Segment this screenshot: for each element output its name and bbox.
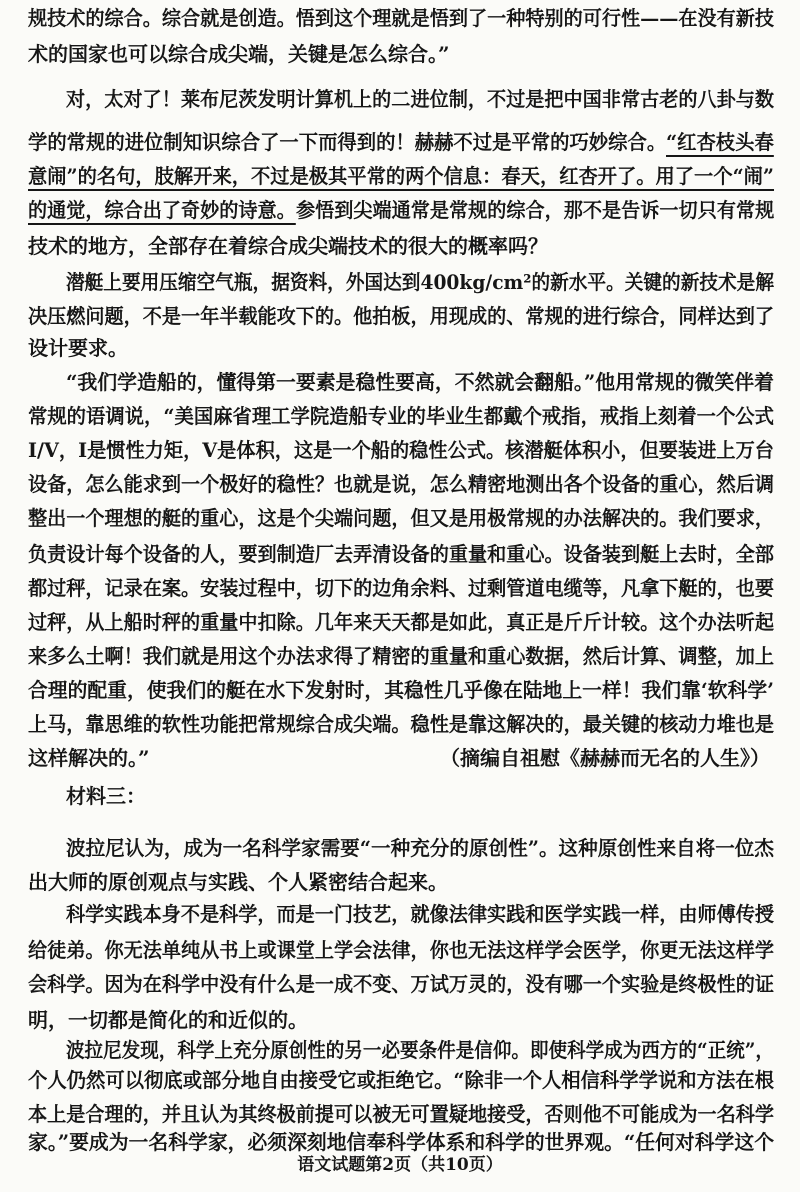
line-text: 都过秤，记录在案。安装过程中，切下的边角余料、过剩管道电缆等，凡拿下艇的，也要 <box>28 576 774 600</box>
line-text: 本上是合理的，并且认为其终极前提可以被无可置疑地接受，否则他不可能成为一名科学 <box>28 1102 774 1126</box>
line-text: 波拉尼认为，成为一名科学家需要“一种充分的原创性”。这种原创性来自将一位杰 <box>66 836 774 860</box>
line-text: 出大师的原创观点与实践、个人紧密结合起来。 <box>28 870 448 894</box>
line-text: 规技术的综合。综合就是创造。悟到这个理就是悟到了一种特别的可行性——在没有新技 <box>28 6 774 30</box>
line-text: 会科学。因为在科学中没有什么是一成不变、万试万灵的，没有哪一个实验是终极性的证 <box>28 972 774 996</box>
line-text: 潜艇上要用压缩空气瓶，据资料，外国达到400kg/cm²的新水平。关键的新技术是解 <box>66 270 774 294</box>
line-text: 技术的地方，全部存在着综合成尖端技术的很大的概率吗？ <box>28 234 548 258</box>
underlined-text: 的通觉，综合出了奇妙的诗意。 <box>28 198 296 222</box>
line-text: I/V，I是惯性力矩，V是体积，这是一个船的稳性公式。核潜艇体积小，但要装进上万台 <box>28 438 774 462</box>
paragraph-line <box>0 264 800 300</box>
paragraph-line <box>0 1062 800 1098</box>
underlined-text: “红杏枝头春 <box>666 130 774 154</box>
paragraph-line <box>0 330 800 366</box>
paragraph-line <box>0 536 800 572</box>
paragraph-line <box>0 500 800 536</box>
paragraph-line <box>0 638 800 674</box>
paragraph-line <box>0 432 800 468</box>
line-text: 这样解决的。” <box>28 746 150 770</box>
paragraph-line <box>0 706 800 742</box>
paragraph-line <box>0 740 800 776</box>
paragraph-line <box>0 466 800 502</box>
source-citation: （摘编自祖慰《赫赫而无名的人生》） <box>440 746 770 770</box>
line-text: 学的常规的进位制知识综合了一下而得到的！赫赫不过是平常的巧妙综合。 <box>28 130 667 154</box>
paragraph-line <box>0 672 800 708</box>
paragraph-line <box>0 192 800 228</box>
line-text: 科学实践本身不是科学，而是一门技艺，就像法律实践和医学实践一样，由师傅传授 <box>66 902 775 926</box>
line-text: “我们学造船的，懂得第一要素是稳性要高，不然就会翻船。”他用常规的微笑伴着 <box>66 370 775 394</box>
underlined-text: 意闹”的名句，肢解开来，不过是极其平常的两个信息：春天，红杏开了。用了一个“闹” <box>28 164 775 188</box>
paragraph-line <box>0 932 800 968</box>
paragraph-line <box>0 364 800 400</box>
line-text: 合理的配重，使我们的艇在水下发射时，其稳性几乎像在陆地上一样！我们靠‘软科学’ <box>28 678 775 702</box>
line-text: 来多么土啊！我们就是用这个办法求得了精密的重量和重心数据，然后计算、调整，加上 <box>28 644 774 668</box>
line-text: 个人仍然可以彻底或部分地自由接受它或拒绝它。“除非一个人相信科学学说和方法在根 <box>28 1068 774 1092</box>
paragraph-line <box>0 228 800 264</box>
paragraph-line <box>0 896 800 932</box>
paragraph-line <box>0 570 800 606</box>
line-text: 家。”要成为一名科学家，必须深刻地信奉科学体系和科学的世界观。“任何对科学这个 <box>28 1130 775 1154</box>
line-text: 整出一个理想的艇的重心，这是个尖端问题，但又是用极常规的办法解决的。我们要求， <box>28 506 774 530</box>
paragraph-line <box>0 1124 800 1160</box>
line-text: 上马，靠思维的软性功能把常规综合成尖端。稳性是靠这解决的，最关键的核动力堆也是 <box>28 712 774 736</box>
paragraph-line <box>0 966 800 1002</box>
paragraph-line <box>0 0 800 36</box>
section-heading: 材料三： <box>66 784 146 808</box>
line-text: 波拉尼发现，科学上充分原创性的另一必要条件是信仰。即使科学成为西方的“正统”， <box>66 1038 775 1062</box>
paragraph-line <box>0 604 800 640</box>
line-text: 给徒弟。你无法单纯从书上或课堂上学会法律，你也无法这样学会医学，你更无法这样学 <box>28 938 774 962</box>
line-text: 对，太对了！莱布尼茨发明计算机上的二进位制，不过是把中国非常古老的八卦与数 <box>66 87 775 111</box>
paragraph-line <box>0 36 800 72</box>
page-footer: 语文试题第2页（共10页） <box>297 1155 503 1175</box>
line-text: 决压燃问题，不是一年半载能攻下的。他拍板，用现成的、常规的进行综合，同样达到了 <box>28 304 774 328</box>
line-text: 设备，怎么能求到一个极好的稳性？也就是说，怎么精密地测出各个设备的重心，然后调 <box>28 472 774 496</box>
line-text: 术的国家也可以综合成尖端，关键是怎么综合。” <box>28 42 450 66</box>
paragraph-line <box>0 864 800 900</box>
paragraph-line <box>0 398 800 434</box>
paragraph-line <box>0 298 800 334</box>
line-text: 设计要求。 <box>28 336 128 360</box>
paragraph-line <box>0 124 800 160</box>
line-text: 过秤，从上船时秤的重量中扣除。几年来天天都是如此，真正是斤斤计较。这个办法听起 <box>28 610 774 634</box>
paragraph-line <box>0 830 800 866</box>
line-text: 参悟到尖端通常是常规的综合，那不是告诉一切只有常规 <box>295 198 774 222</box>
line-text: 明，一切都是简化的和近似的。 <box>28 1008 308 1032</box>
line-text: 负责设计每个设备的人，要到制造厂去弄清设备的重量和重心。设备装到艇上去时，全部 <box>28 542 774 566</box>
paragraph-line <box>0 81 800 117</box>
paragraph-line <box>0 158 800 194</box>
line-text: 常规的语调说，“美国麻省理工学院造船专业的毕业生都戴个戒指，戒指上刻着一个公式 <box>28 404 774 428</box>
